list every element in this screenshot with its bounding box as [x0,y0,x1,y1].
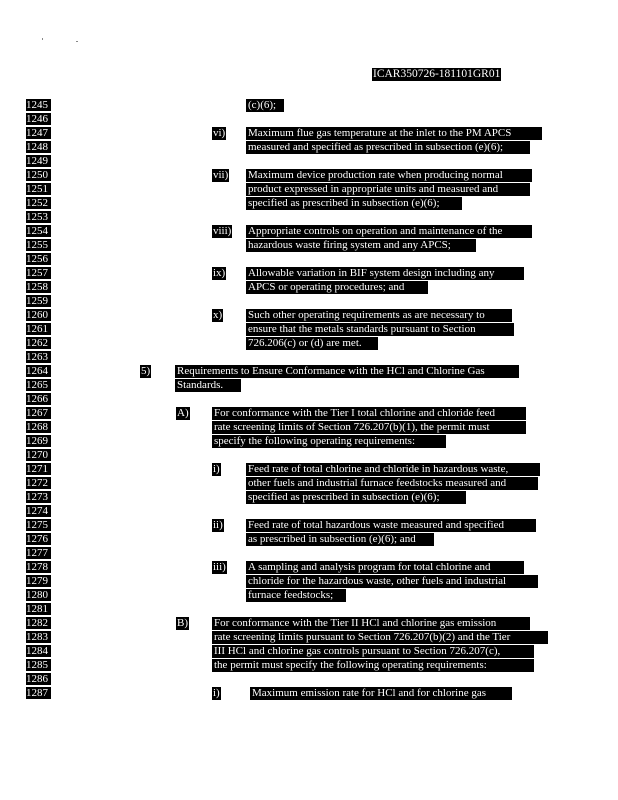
line-number: 1258 [26,281,51,293]
text-line: the permit must specify the following operating requirements: [212,659,534,672]
line-number: 1274 [26,505,51,517]
line-number: 1271 [26,463,51,475]
item-label: vi) [213,127,226,139]
line-number: 1257 [26,267,51,279]
text-line: Such other operating requirements as are necessary to [246,309,512,322]
text-line: rate screening limits pursuant to Section 726.207(b)(2) and the Tier [212,631,548,644]
line-number: 1256 [26,253,51,265]
item-label: i) [213,463,220,475]
text-line: ensure that the metals standards pursuant to Section [246,323,514,336]
text-line: rate screening limits of Section 726.207(b)(1), the permit must [212,421,526,434]
line-number: 1249 [26,155,51,167]
text-line: furnace feedstocks; [246,589,346,602]
item-label: iii) [213,561,226,573]
line-number: 1275 [26,519,51,531]
text-line: (c)(6); [246,99,284,112]
text-line: Maximum emission rate for HCl and for chlorine gas [250,687,512,700]
text-line: Maximum device production rate when producing normal [246,169,532,182]
line-number: 1286 [26,673,51,685]
item-label: B) [177,617,188,629]
text-line: measured and specified as prescribed in subsection (e)(6); [246,141,530,154]
line-number: 1279 [26,575,51,587]
line-number: 1248 [26,141,51,153]
text-line: For conformance with the Tier I total chlorine and chloride feed [212,407,526,420]
line-number: 1265 [26,379,51,391]
line-number: 1254 [26,225,51,237]
text-line: Standards. [175,379,241,392]
text-line: Allowable variation in BIF system design including any [246,267,524,280]
line-number: 1284 [26,645,51,657]
scan-speck [42,38,43,40]
line-number: 1250 [26,169,51,181]
line-number: 1259 [26,295,51,307]
text-line: 726.206(c) or (d) are met. [246,337,378,350]
item-label: viii) [213,225,232,237]
item-label: x) [213,309,223,321]
line-number: 1260 [26,309,51,321]
text-line: III HCl and chlorine gas controls pursuant to Section 726.207(c), [212,645,534,658]
item-label: ii) [213,519,223,531]
line-number: 1266 [26,393,51,405]
line-number: 1269 [26,435,51,447]
line-number: 1282 [26,617,51,629]
text-line: Maximum flue gas temperature at the inlet to the PM APCS [246,127,542,140]
line-number: 1270 [26,449,51,461]
item-label: 5) [141,365,151,377]
text-line: as prescribed in subsection (e)(6); and [246,533,434,546]
line-number: 1280 [26,589,51,601]
line-number: 1276 [26,533,51,545]
line-number: 1261 [26,323,51,335]
item-label: A) [177,407,189,419]
text-line: A sampling and analysis program for total chlorine and [246,561,524,574]
text-line: hazardous waste firing system and any APCS; [246,239,476,252]
item-label: i) [213,687,220,699]
text-line: specified as prescribed in subsection (e)(6); [246,197,462,210]
text-line: specify the following operating requirements: [212,435,446,448]
document-id-header: ICAR350726-181101GR01 [373,68,501,80]
scan-speck [76,41,78,42]
line-number: 1287 [26,687,51,699]
line-number: 1246 [26,113,51,125]
line-number: 1281 [26,603,51,615]
line-number: 1245 [26,99,51,111]
line-number: 1267 [26,407,51,419]
text-line: Appropriate controls on operation and maintenance of the [246,225,532,238]
text-line: Requirements to Ensure Conformance with the HCl and Chlorine Gas [175,365,519,378]
item-label: ix) [213,267,226,279]
line-number: 1285 [26,659,51,671]
line-number: 1283 [26,631,51,643]
line-number: 1247 [26,127,51,139]
line-number: 1277 [26,547,51,559]
line-number: 1255 [26,239,51,251]
line-number: 1252 [26,197,51,209]
text-line: For conformance with the Tier II HCl and chlorine gas emission [212,617,530,630]
item-label: vii) [213,169,229,181]
text-line: product expressed in appropriate units and measured and [246,183,530,196]
line-number: 1251 [26,183,51,195]
line-number: 1264 [26,365,51,377]
line-number: 1253 [26,211,51,223]
scan-specks [40,36,80,46]
text-line: chloride for the hazardous waste, other fuels and industrial [246,575,538,588]
line-number: 1263 [26,351,51,363]
line-number: 1278 [26,561,51,573]
text-line: Feed rate of total chlorine and chloride in hazardous waste, [246,463,540,476]
line-number: 1273 [26,491,51,503]
text-line: Feed rate of total hazardous waste measured and specified [246,519,536,532]
line-number: 1268 [26,421,51,433]
text-line: APCS or operating procedures; and [246,281,428,294]
text-line: other fuels and industrial furnace feedstocks measured and [246,477,538,490]
text-line: specified as prescribed in subsection (e)(6); [246,491,466,504]
line-number: 1272 [26,477,51,489]
line-number: 1262 [26,337,51,349]
